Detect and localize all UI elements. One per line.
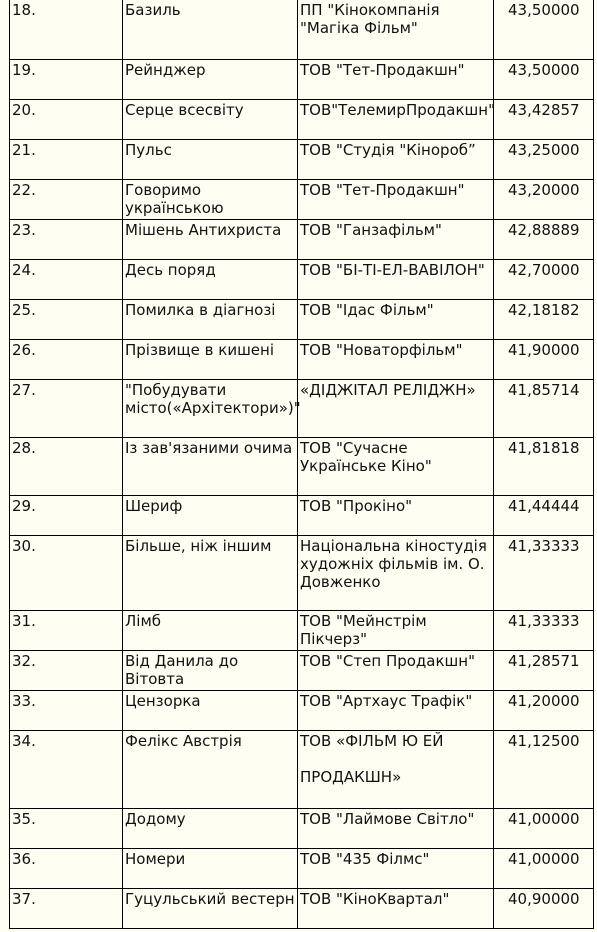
score: 42,88889 <box>494 220 594 260</box>
ranking-table-body <box>10 0 594 929</box>
row-number: 32. <box>10 651 123 691</box>
row-number: 19. <box>10 60 123 100</box>
production-company: ТОВ "Лаймове Світло" <box>298 809 494 849</box>
score: 43,42857 <box>494 100 594 140</box>
film-title: Пульс <box>123 140 298 180</box>
score: 41,90000 <box>494 340 594 380</box>
row-number: 29. <box>10 496 123 536</box>
production-company: ТОВ"ТелемирПродакшн" <box>298 100 494 140</box>
table-row <box>10 100 594 140</box>
row-number: 28. <box>10 438 123 496</box>
score: 41,33333 <box>494 536 594 611</box>
table-row <box>10 260 594 300</box>
production-company: «ДІДЖІТАЛ РЕЛІДЖН» <box>298 380 494 438</box>
production-company: ТОВ "Ідас Фільм" <box>298 300 494 340</box>
table-row <box>10 651 594 691</box>
row-number: 25. <box>10 300 123 340</box>
table-row <box>10 180 594 220</box>
table-row <box>10 380 594 438</box>
score: 40,90000 <box>494 889 594 929</box>
table-row <box>10 611 594 651</box>
film-title: Цензорка <box>123 691 298 731</box>
film-title: Більше, ніж іншим <box>123 536 298 611</box>
production-company: ПП "Кінокомпанія "Магіка Фільм" <box>298 0 494 60</box>
score: 41,28571 <box>494 651 594 691</box>
film-title: Мішень Антихриста <box>123 220 298 260</box>
score: 43,20000 <box>494 180 594 220</box>
row-number: 26. <box>10 340 123 380</box>
row-number: 37. <box>10 889 123 929</box>
table-row <box>10 536 594 611</box>
row-number: 36. <box>10 849 123 889</box>
production-company: ТОВ "КіноКвартал" <box>298 889 494 929</box>
table-row <box>10 140 594 180</box>
row-number: 31. <box>10 611 123 651</box>
row-number: 33. <box>10 691 123 731</box>
score: 41,81818 <box>494 438 594 496</box>
row-number: 27. <box>10 380 123 438</box>
film-title: Фелікс Австрія <box>123 731 298 809</box>
row-number: 21. <box>10 140 123 180</box>
production-company: ТОВ "435 Філмс" <box>298 849 494 889</box>
film-title: Рейнджер <box>123 60 298 100</box>
row-number: 34. <box>10 731 123 809</box>
table-row <box>10 889 594 929</box>
film-title: Лімб <box>123 611 298 651</box>
production-company: ТОВ «ФІЛЬМ Ю ЕЙ ПРОДАКШН» <box>298 731 494 809</box>
film-title: Із зав'язаними очима <box>123 438 298 496</box>
table-row <box>10 438 594 496</box>
score: 41,12500 <box>494 731 594 809</box>
production-company: ТОВ "Мейнстрім Пікчерз" <box>298 611 494 651</box>
row-number: 18. <box>10 0 123 60</box>
row-number: 35. <box>10 809 123 849</box>
score: 41,00000 <box>494 809 594 849</box>
score: 41,33333 <box>494 611 594 651</box>
production-company: ТОВ "Тет-Продакшн" <box>298 60 494 100</box>
row-number: 24. <box>10 260 123 300</box>
score: 43,50000 <box>494 0 594 60</box>
score: 41,44444 <box>494 496 594 536</box>
film-title: "Побудувати місто(«Архітектори»)" <box>123 380 298 438</box>
row-number: 20. <box>10 100 123 140</box>
film-title: Базиль <box>123 0 298 60</box>
film-title: Прізвище в кишені <box>123 340 298 380</box>
table-row <box>10 731 594 809</box>
table-row <box>10 496 594 536</box>
table-row <box>10 60 594 100</box>
row-number: 22. <box>10 180 123 220</box>
production-company: ТОВ "Ганзафільм" <box>298 220 494 260</box>
ranking-table <box>9 0 594 929</box>
production-company: ТОВ "Степ Продакшн" <box>298 651 494 691</box>
table-row <box>10 849 594 889</box>
score: 43,50000 <box>494 60 594 100</box>
score: 41,00000 <box>494 849 594 889</box>
production-company: Національна кіностудія художніх фільмів ім. О. Довженко <box>298 536 494 611</box>
film-title: Номери <box>123 849 298 889</box>
row-number: 23. <box>10 220 123 260</box>
table-row <box>10 0 594 60</box>
score: 41,85714 <box>494 380 594 438</box>
production-company: ТОВ "Сучасне Українське Кіно" <box>298 438 494 496</box>
film-title: Помилка в діагнозі <box>123 300 298 340</box>
production-company: ТОВ "Новаторфільм" <box>298 340 494 380</box>
table-row <box>10 340 594 380</box>
table-row <box>10 809 594 849</box>
score: 42,18182 <box>494 300 594 340</box>
production-company: ТОВ "Артхаус Трафік" <box>298 691 494 731</box>
score: 43,25000 <box>494 140 594 180</box>
film-title: Шериф <box>123 496 298 536</box>
production-company: ТОВ "БІ-ТІ-ЕЛ-ВАВІЛОН" <box>298 260 494 300</box>
score: 41,20000 <box>494 691 594 731</box>
film-title: Десь поряд <box>123 260 298 300</box>
production-company: ТОВ "Тет-Продакшн" <box>298 180 494 220</box>
score: 42,70000 <box>494 260 594 300</box>
table-row <box>10 220 594 260</box>
film-title: Гуцульський вестерн <box>123 889 298 929</box>
film-title: Говоримо українською <box>123 180 298 220</box>
row-number: 30. <box>10 536 123 611</box>
production-company: ТОВ "Студія "Кіноробˮ <box>298 140 494 180</box>
film-title: Додому <box>123 809 298 849</box>
production-company: ТОВ "Прокіно" <box>298 496 494 536</box>
film-title: Серце всесвіту <box>123 100 298 140</box>
table-row <box>10 300 594 340</box>
film-title: Від Данила до Вітовта <box>123 651 298 691</box>
table-row <box>10 691 594 731</box>
